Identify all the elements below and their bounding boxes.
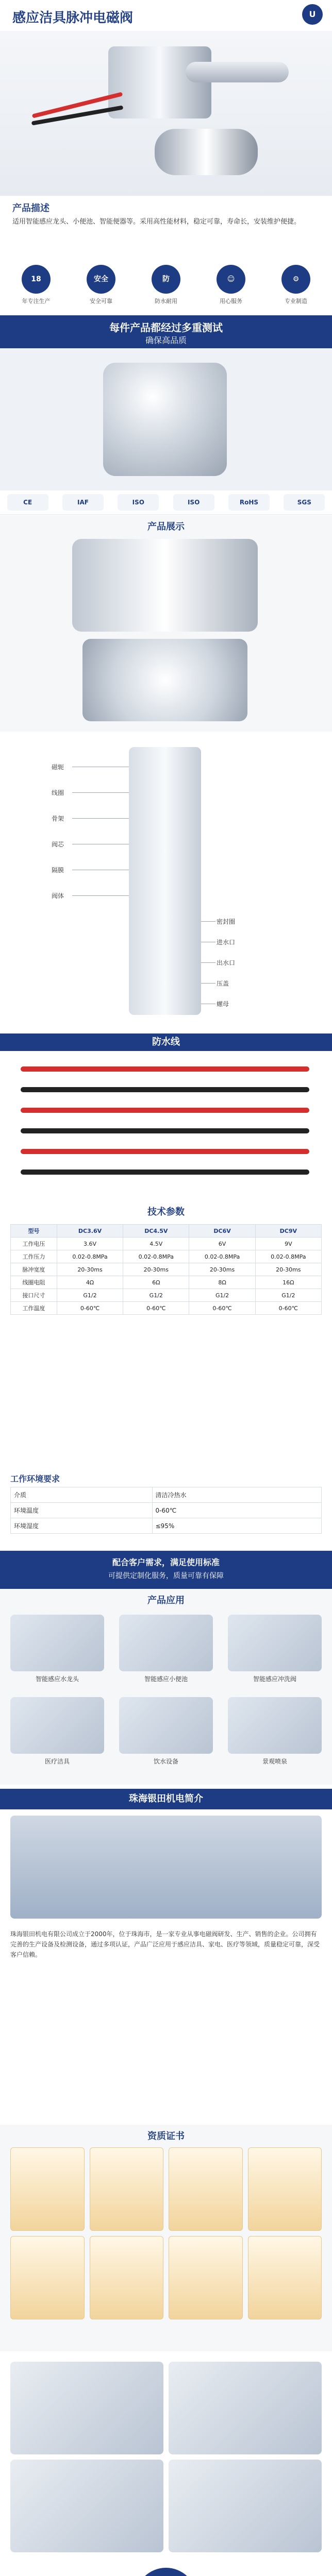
display-title: 产品展示 — [147, 521, 185, 532]
spec-row — [11, 1302, 322, 1315]
certificate-image — [10, 2236, 85, 2319]
factory-image — [10, 2460, 163, 2552]
spec-header: 型号 — [11, 1225, 57, 1238]
app-caption: 景观喷泉 — [262, 1758, 287, 1765]
part-label: 螺母 — [217, 1001, 229, 1008]
app-card — [228, 1697, 322, 1766]
spec-row — [11, 1263, 322, 1276]
certification-row — [0, 490, 332, 515]
app-card — [119, 1697, 213, 1766]
spec-row — [11, 1250, 322, 1263]
spec-header: DC9V — [255, 1225, 321, 1238]
spec-cell: 0.02-0.8MPa — [123, 1250, 189, 1263]
valve-closeup — [0, 348, 332, 490]
value-line-2: 可提供定制化服务，质量可靠有保障 — [108, 1572, 224, 1580]
part-label: 阀体 — [52, 892, 64, 900]
badge-4 — [207, 265, 255, 309]
spec-row — [11, 1276, 322, 1289]
spec-cell: 脉冲宽度 — [11, 1263, 57, 1276]
leader-line — [201, 962, 215, 963]
spec-title: 技术参数 — [147, 1207, 185, 1217]
spec-cell: 20-30ms — [189, 1263, 255, 1276]
structure-diagram — [0, 732, 332, 1030]
part-label: 骨架 — [52, 815, 64, 822]
certificate-image — [90, 2147, 164, 2231]
badge-caption: 年专注生产 — [22, 298, 51, 304]
app-image — [228, 1697, 322, 1754]
spec-cell: 工作电压 — [11, 1238, 57, 1250]
spec-cell: 0-60℃ — [255, 1302, 321, 1315]
factory-row — [10, 2362, 322, 2454]
cert-badge: SGS — [284, 494, 325, 511]
env-row — [11, 1503, 322, 1518]
spec-cell: 20-30ms — [57, 1263, 123, 1276]
env-row — [11, 1518, 322, 1534]
env-value: ≤95% — [152, 1518, 322, 1534]
pro-equipment-badge — [135, 2568, 197, 2576]
app-image — [228, 1615, 322, 1671]
work-environment — [0, 1468, 332, 1551]
cert-badge: ISO — [118, 494, 159, 511]
spec-cell: 0.02-0.8MPa — [255, 1250, 321, 1263]
app-caption: 智能感应冲洗阀 — [253, 1675, 296, 1683]
waterproof-title: 防水线 — [0, 1033, 332, 1051]
spec-row — [11, 1289, 322, 1302]
certificate-image — [90, 2236, 164, 2319]
display-image-side — [72, 539, 258, 632]
certificate-image — [10, 2147, 85, 2231]
spec-header: DC4.5V — [123, 1225, 189, 1238]
app-caption: 医疗洁具 — [44, 1758, 70, 1765]
certificate-image — [169, 2236, 243, 2319]
value-band — [0, 1551, 332, 1589]
app-caption: 智能感应水龙头 — [35, 1675, 79, 1683]
env-key: 介质 — [11, 1487, 153, 1503]
cable-red — [21, 1066, 309, 1072]
app-image — [10, 1615, 104, 1671]
leader-line — [201, 983, 215, 984]
factory-image — [169, 2460, 322, 2552]
spec-cell: 工作温度 — [11, 1302, 57, 1315]
spec-cell: G1/2 — [123, 1289, 189, 1302]
spec-cell: 3.6V — [57, 1238, 123, 1250]
spec-section — [0, 1200, 332, 1468]
cable-black — [21, 1087, 309, 1092]
spec-cell: 0-60℃ — [57, 1302, 123, 1315]
env-value: 清洁冷热水 — [152, 1487, 322, 1503]
badge-3 — [142, 265, 190, 309]
spec-cell: G1/2 — [255, 1289, 321, 1302]
factory-image — [10, 2362, 163, 2454]
factory-gallery — [0, 2351, 332, 2576]
leader-line — [72, 895, 129, 896]
spec-cell: 8Ω — [189, 1276, 255, 1289]
part-label: 线圈 — [52, 789, 64, 796]
app-card — [10, 1615, 104, 1683]
factory-row — [10, 2460, 322, 2552]
app-caption: 饮水设备 — [153, 1758, 178, 1765]
cable-red — [21, 1108, 309, 1113]
app-caption: 智能感应小便池 — [144, 1675, 188, 1683]
certificate-image — [248, 2236, 322, 2319]
spec-cell: 0-60℃ — [123, 1302, 189, 1315]
qualifications — [0, 2125, 332, 2351]
spec-cell: 0.02-0.8MPa — [189, 1250, 255, 1263]
badge-icon: ☺ — [217, 265, 245, 294]
env-table — [10, 1487, 322, 1534]
certificate-image — [248, 2147, 322, 2231]
env-row — [11, 1487, 322, 1503]
spec-cell: 线圈电阻 — [11, 1276, 57, 1289]
spec-header: DC3.6V — [57, 1225, 123, 1238]
applications — [0, 1589, 332, 1785]
spec-cell: 16Ω — [255, 1276, 321, 1289]
leader-line — [201, 921, 215, 922]
badge-caption: 用心服务 — [220, 298, 242, 304]
badge-caption: 安全可靠 — [90, 298, 112, 304]
spec-cell: G1/2 — [189, 1289, 255, 1302]
company-title: 珠海银田机电简介 — [0, 1789, 332, 1809]
spec-cell: G1/2 — [57, 1289, 123, 1302]
certificate-grid — [10, 2147, 322, 2319]
display-image-front — [82, 639, 247, 721]
spec-cell: 4.5V — [123, 1238, 189, 1250]
spec-cell: 0-60℃ — [189, 1302, 255, 1315]
faucet-body-image — [108, 46, 211, 118]
intro-paragraph: 适用智能感应龙头、小便池、智能便器等。采用高性能材料，稳定可靠，寿命长，安装维护便捷。 — [12, 218, 301, 226]
part-label: 阀芯 — [52, 841, 64, 848]
cable-red — [21, 1149, 309, 1154]
app-image — [119, 1697, 213, 1754]
env-label: 工作环境要求 — [10, 1474, 60, 1484]
app-card — [10, 1697, 104, 1766]
header — [0, 0, 332, 32]
cert-badge: CE — [7, 494, 48, 511]
value-line-1: 配合客户需求，满足使用标准 — [112, 1557, 220, 1567]
brand-logo: U — [302, 4, 323, 25]
qual-title: 资质证书 — [147, 2131, 185, 2142]
app-card — [228, 1615, 322, 1683]
badge-2 — [77, 265, 125, 309]
badge-icon: ⚙ — [281, 265, 310, 294]
intro-label: 产品描述 — [12, 203, 49, 214]
badge-icon: 防 — [152, 265, 180, 294]
cert-badge: RoHS — [228, 494, 270, 511]
spec-cell: 工作压力 — [11, 1250, 57, 1263]
spec-cell: 9V — [255, 1238, 321, 1250]
company-building-image — [10, 1816, 322, 1919]
valve-closeup-image — [103, 363, 227, 476]
badge-5 — [272, 265, 320, 309]
spec-table — [10, 1224, 322, 1315]
part-label: 压盖 — [217, 980, 229, 987]
company-text: 珠海银田机电有限公司成立于2000年，位于珠海市，是一家专业从事电磁阀研发、生产、销售的企业。公司拥有完善的生产设备及检测设备，通过多项认证，产品广泛应用于感应洁具、家电、医疗等领域，质量稳定可靠，深受客户信赖。 — [10, 1930, 320, 1958]
factory-image — [169, 2362, 322, 2454]
promise-line-1: 每件产品都经过多重测试 — [109, 321, 223, 334]
part-label: 磁轭 — [52, 764, 64, 771]
hero-product-image — [0, 31, 332, 196]
spec-cell: 6V — [189, 1238, 255, 1250]
env-key: 环境湿度 — [11, 1518, 153, 1534]
promise-line-2: 确保高品质 — [145, 335, 187, 345]
spec-cell: 接口尺寸 — [11, 1289, 57, 1302]
badge-icon: 18 — [22, 265, 51, 294]
product-intro — [0, 196, 332, 315]
leader-line — [72, 792, 129, 793]
exploded-valve — [129, 747, 201, 1015]
env-value: 0-60℃ — [152, 1503, 322, 1518]
spec-cell: 20-30ms — [255, 1263, 321, 1276]
spec-cell: 6Ω — [123, 1276, 189, 1289]
part-label: 出水口 — [217, 959, 236, 967]
badge-caption: 专业制造 — [285, 298, 307, 304]
part-label: 隔膜 — [52, 867, 64, 874]
app-image — [10, 1697, 104, 1754]
app-card — [119, 1615, 213, 1683]
promise-band — [0, 315, 332, 348]
spec-cell: 0.02-0.8MPa — [57, 1250, 123, 1263]
cert-badge: IAF — [62, 494, 104, 511]
waterproof-section — [0, 1030, 332, 1200]
cable-black — [21, 1170, 309, 1175]
part-label: 密封圈 — [217, 918, 236, 925]
badge-caption: 防水耐用 — [155, 298, 177, 304]
part-label: 进水口 — [217, 939, 236, 946]
product-display — [0, 515, 332, 732]
solenoid-valve-image — [155, 129, 258, 175]
env-key: 环境温度 — [11, 1503, 153, 1518]
feature-badges — [12, 265, 320, 309]
apps-title: 产品应用 — [147, 1595, 185, 1606]
spec-cell: 20-30ms — [123, 1263, 189, 1276]
faucet-neck-image — [186, 62, 289, 82]
spec-header: DC6V — [189, 1225, 255, 1238]
leader-line — [72, 818, 129, 819]
cert-badge: ISO — [173, 494, 214, 511]
page-title: 感应洁具脉冲电磁阀 — [12, 10, 134, 26]
spec-cell: 4Ω — [57, 1276, 123, 1289]
badge-1 — [12, 265, 60, 309]
certificate-image — [169, 2147, 243, 2231]
badge-icon: 安全 — [87, 265, 115, 294]
spec-row — [11, 1238, 322, 1250]
app-image — [119, 1615, 213, 1671]
cable-black — [21, 1128, 309, 1133]
company-profile — [0, 1785, 332, 2125]
